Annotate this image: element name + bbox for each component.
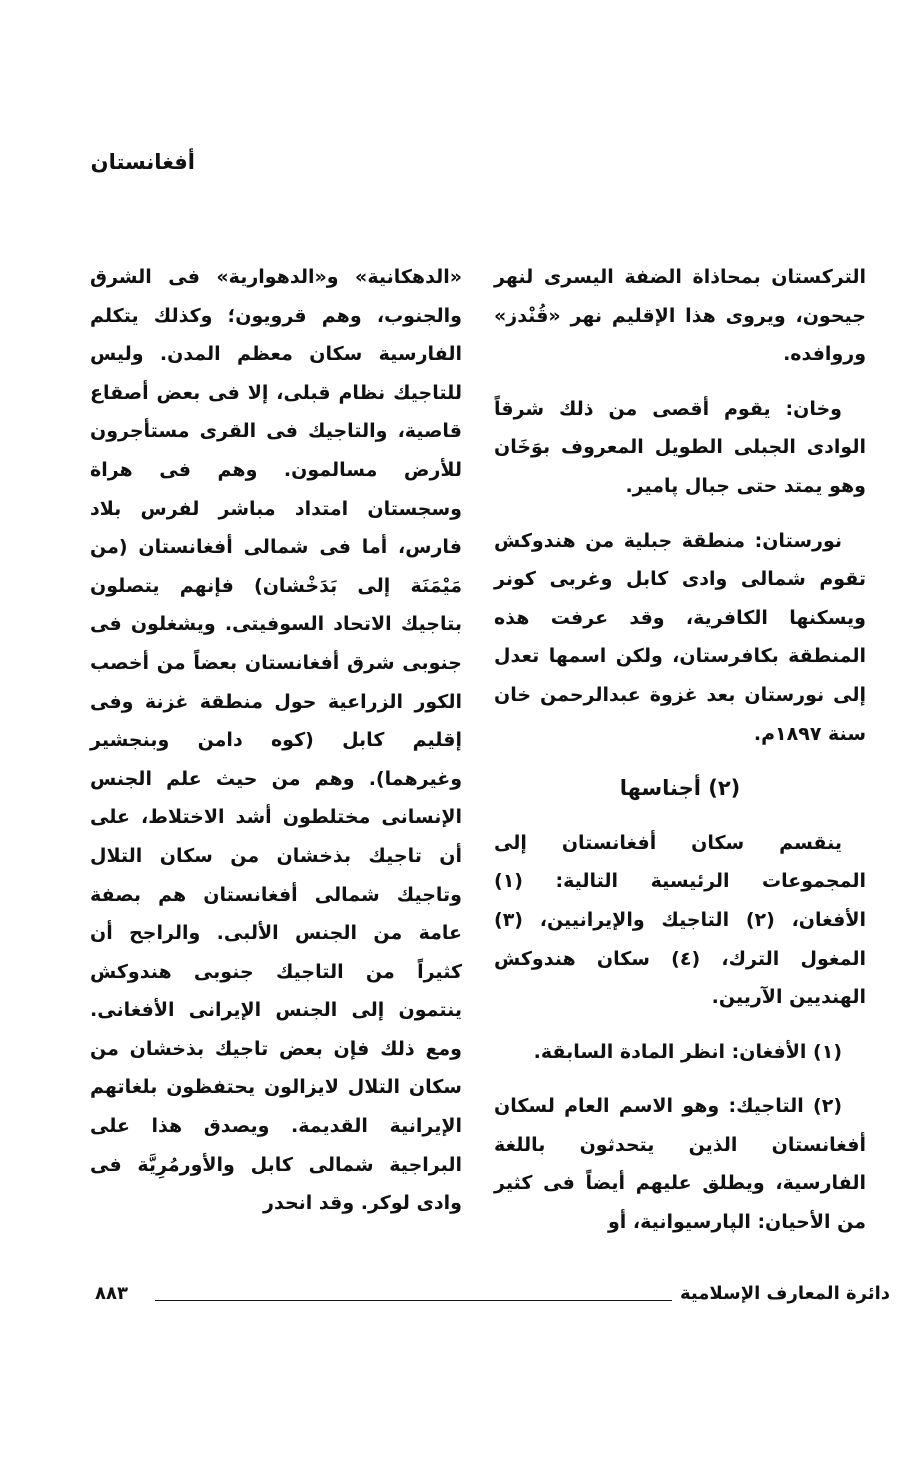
paragraph: نورستان: منطقة جبلية من هندوكش تقوم شمالى وادى كابل وغربى كونر ويسكنها الكافرية، وقد عرفت هذه المنطقة بكافرستان، ولكن اسمها تعدل إلى نورستان بعد غزوة عبدالرحمن خان سنة ١٨٩٧م. [494, 529, 866, 745]
footer-rule [155, 1300, 672, 1301]
page-footer [95, 1283, 890, 1315]
paragraph: التركستان بمحاذاة الضفة اليسرى لنهر جيحون، ويروى هذا الإقليم نهر «قُنْدز» وروافده. [494, 266, 866, 366]
paragraph: وخان: يقوم أقصى من ذلك شرقاً الوادى الجبلى الطويل المعروف بوَخَان وهو يمتد حتى جبال پامير. [494, 397, 866, 497]
publication-title: دائرة المعارف الإسلامية [679, 1283, 890, 1304]
paragraph: (١) الأفغان: انظر المادة السابقة. [533, 1040, 842, 1063]
section-heading: (٢) أجناسها [619, 776, 741, 801]
right-column [494, 258, 866, 1258]
paragraph: (٢) التاجيك: وهو الاسم العام لسكان أفغانستان الذين يتحدثون باللغة الفارسية، ويطلق عليهم أيضاً فى كثير من الأحيان: الپارسيوانية، أو [494, 1095, 866, 1234]
running-header: أفغانستان [90, 150, 195, 174]
paragraph: ينقسم سكان أفغانستان إلى المجموعات الرئيسية التالية: (١) الأفغان، (٢) التاجيك والإيرانيين، (٣) المغول الترك، (٤) سكان هندوكش الهنديين الآريين. [494, 831, 867, 1009]
paragraph: «الدهكانية» و«الدهوارية» فى الشرق والجنوب، وهم قرويون؛ وكذلك يتكلم الفارسية سكان معظم المدن. وليس للتاجيك نظام قبلى، إلا فى بعض أصقاع قاصية، والتاجيك فى القرى مستأجرون للأرض مسالمون. وهم فى هراة وسجستان امتداد مباشر لفرس بلاد فارس، أما فى شمالى أفغانستان (من مَيْمَنَة إلى بَدَخْشان) فإنهم يتصلون بتاجيك الاتحاد السوفيتى. ويشغلون فى جنوبى شرق أفغانستان بعضاً من أخصب الكور الزراعية حول منطقة غزنة وفى إقليم كابل (كوه دامن وبنجشير وغيرهما). وهم من حيث علم الجنس الإنسانى مختلطون أشد الاختلاط، على أن تاجيك بذخشان من سكان التلال وتاجيك شمالى أفغانستان هم بصفة عامة من الجنس الألبى. والراجح أن كثيراً من التاجيك جنوبى هندوكش ينتمون إلى الجنس الإيرانى الأفغانى. ومع ذلك فإن بعض تاجيك بذخشان من سكان التلال لايزالون يحتفظون بلغاتهم الإيرانية القديمة. ويصدق هذا على البراجية شمالى كابل والأورمُرِيَّة فى وادى لوكر. وقد انحدر [90, 266, 462, 1215]
left-column [90, 258, 462, 1239]
page-number: ٨٨٣ [95, 1283, 128, 1304]
